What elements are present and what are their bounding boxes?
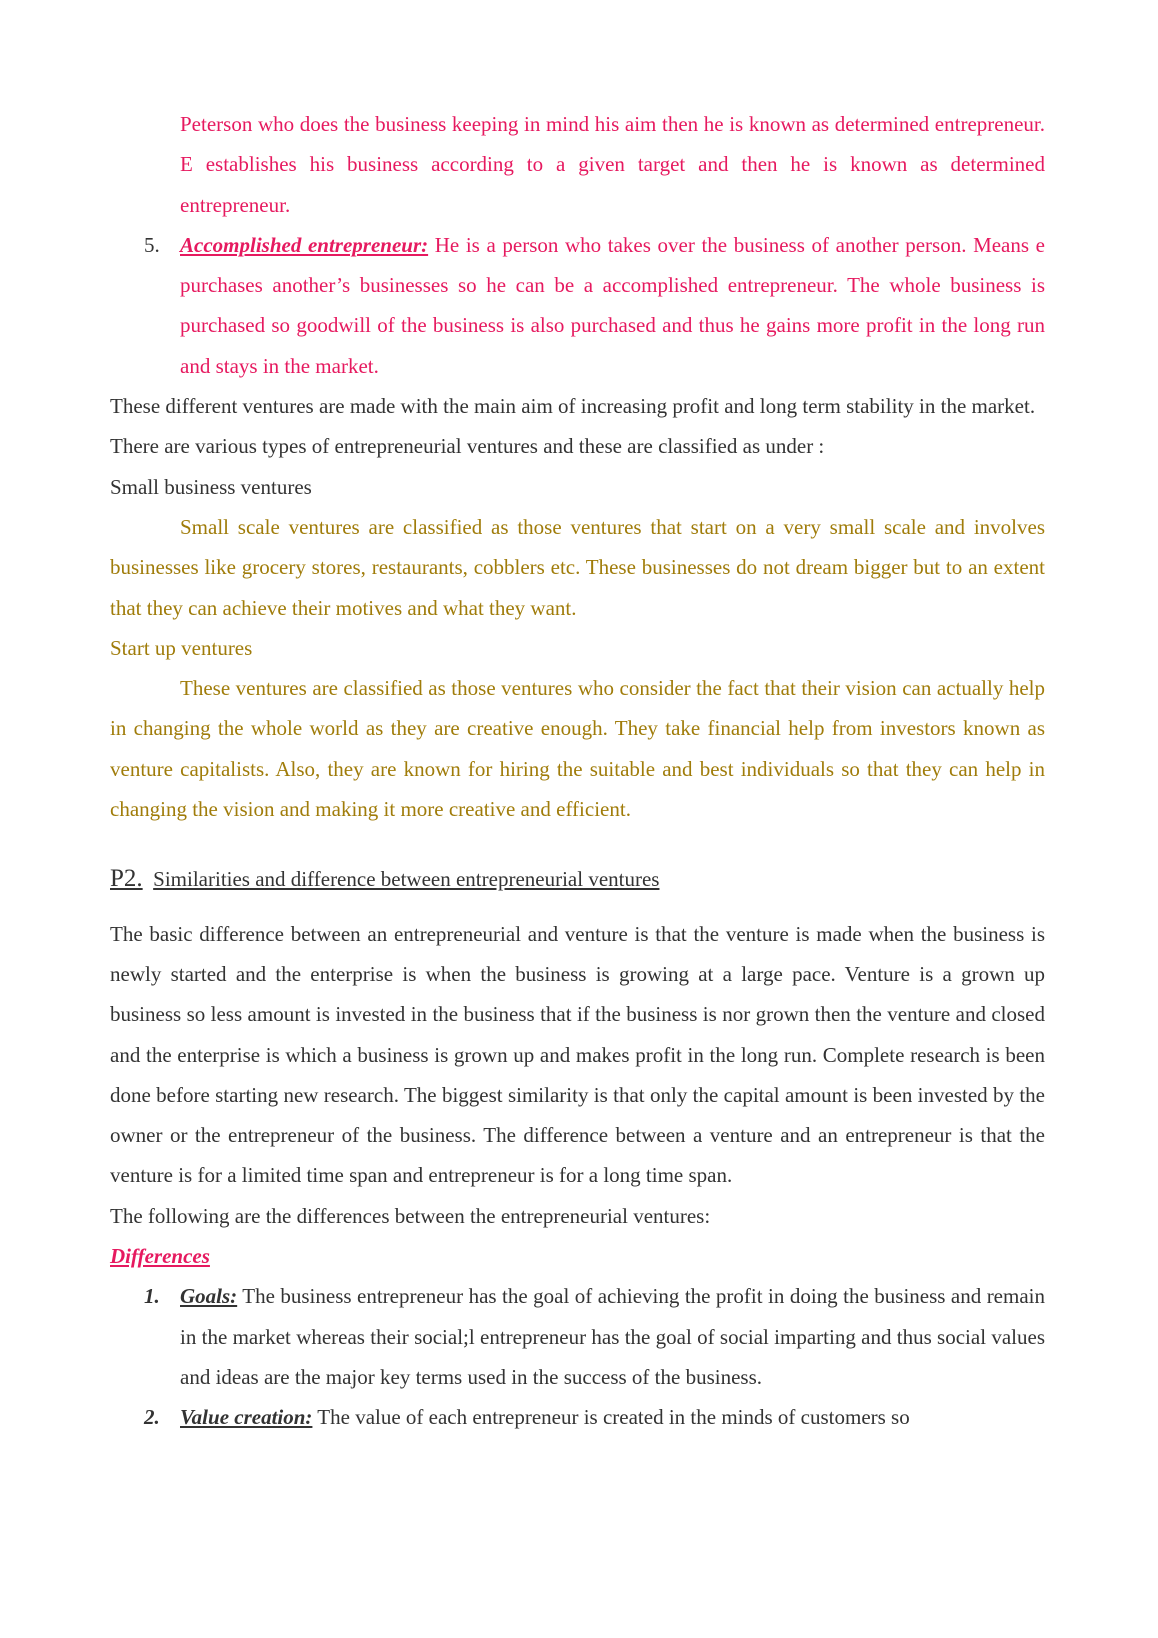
list-number: 5. [144,232,160,257]
subheading-small-business: Small business ventures [110,474,312,499]
heading-number: P2. [110,865,143,893]
subheading-startup: Start up ventures [110,635,253,660]
list-number: 2. [144,1405,160,1430]
paragraph-types: There are various types of entrepreneurial ventures and these are classified as under : [110,434,825,459]
paragraph-startup: These ventures are classified as those ventures who consider the fact that their vision can actually help in changing the whole world as they are creative enough. They take financial help from investors known as venture capitalists. Also, they are known for hiring the suitable and best individuals so that they can help in changing the vision and making it more creative and efficient. [110,676,1045,822]
list-item-accomplished [110,225,1045,386]
term-description: The business entrepreneur has the goal of achieving the profit in doing the business and remain in the market whereas their social;l entrepreneur has the goal of social imparting and thus social values and ideas are the major key terms used in the success of the business. [180,1284,1045,1389]
list-item-value-creation [110,1397,1045,1437]
term: Value creation: [180,1405,313,1430]
paragraph-basic-difference: The basic difference between an entrepreneurial and venture is that the venture is made when the business is newly started and the enterprise is when the business is growing at a large pace. Venture is a grown up business so less amount is invested in the business that if the business is nor grown then the venture and closed and the enterprise is which a business is grown up and makes profit in the long run. Complete research is been done before starting new research. The biggest similarity is that only the capital amount is been invested by the owner or the entrepreneur of the business. The difference between a venture and an entrepreneur is that the venture is for a limited time span and entrepreneur is for a long time span. [110,921,1045,1188]
heading-text: Similarities and difference between entrepreneurial ventures [153,867,660,892]
term-description: He is a person who takes over the business of another person. Means e purchases another’s businesses so he can be a accomplished entrepreneur. The whole business is purchased so goodwill of the business is also purchased and thus he gains more profit in the long run and stays in the market. [180,232,1045,378]
term: Goals: [180,1284,238,1309]
term: Accomplished entrepreneur: [180,232,429,257]
paragraph-determined-cont: Peterson who does the business keeping in mind his aim then he is known as determined entrepreneur. E establishes his business according to a given target and then he is known as determined entrepreneur. [180,112,1045,217]
term-description: The value of each entrepreneur is created in the minds of customers so [312,1405,910,1430]
paragraph-aim: These different ventures are made with the main aim of increasing profit and long term stability in the market. [110,394,1036,419]
section-heading [110,859,1045,899]
paragraph-following: The following are the differences between the entrepreneurial ventures: [110,1203,711,1228]
list-item-goals [110,1276,1045,1397]
list-number: 1. [144,1284,160,1309]
differences-heading: Differences [110,1244,210,1269]
paragraph-small-business: Small scale ventures are classified as those ventures that start on a very small scale and involves businesses like grocery stores, restaurants, cobblers etc. These businesses do not dream bigger but to an extent that they can achieve their motives and what they want. [110,514,1045,620]
document-body [110,104,1045,1438]
